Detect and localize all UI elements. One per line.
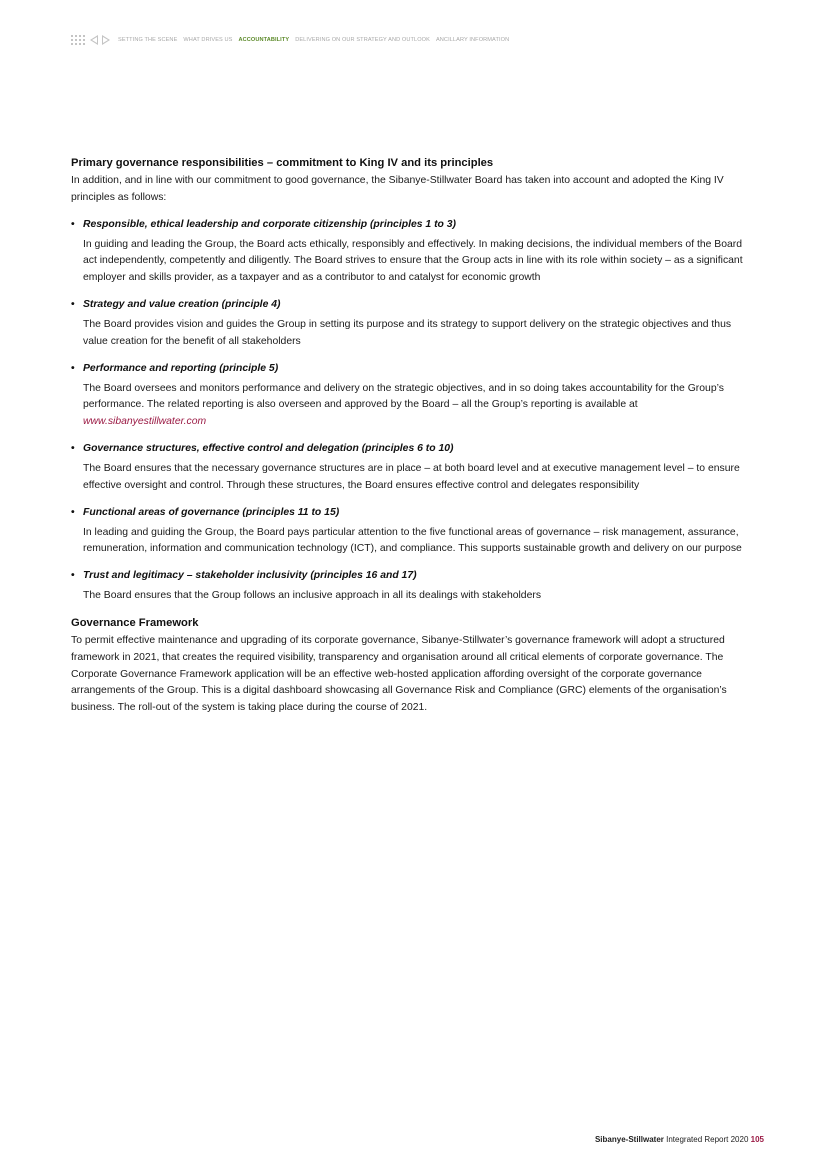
principle-heading: Responsible, ethical leadership and corporate citizenship (principles 1 to 3) bbox=[83, 218, 456, 230]
list-item bbox=[71, 441, 757, 495]
bullet-icon: • bbox=[71, 570, 75, 582]
principle-body: In guiding and leading the Group, the Board acts ethically, responsibly and effectively. In making decisions, the individual members of the Board act independently, competently and diligently. The Board strives to ensure that the Group acts in line with its role within society – as a significant employer and skills provider, as a taxpayer and as a contributor to and catalyst for economic growth bbox=[83, 238, 743, 284]
page-footer bbox=[595, 1135, 764, 1144]
principle-heading: Strategy and value creation (principle 4) bbox=[83, 298, 281, 310]
principle-heading: Trust and legitimacy – stakeholder inclusivity (principles 16 and 17) bbox=[83, 570, 417, 582]
list-item bbox=[71, 568, 757, 605]
grid-menu-icon[interactable] bbox=[71, 35, 85, 45]
framework-title: Governance Framework bbox=[71, 616, 199, 629]
nav-what-drives-us[interactable]: WHAT DRIVES US bbox=[183, 37, 233, 43]
website-link[interactable]: www.sibanyestillwater.com bbox=[83, 416, 207, 428]
top-navigation bbox=[71, 33, 515, 47]
principle-body: The Board oversees and monitors performance and delivery on the strategic objectives, and in so doing takes accountability for the Group’s performance. The related reporting is also overseen and approved by the Board – all the Group’s reporting is available at bbox=[83, 382, 724, 411]
list-item bbox=[71, 217, 757, 287]
bullet-icon: • bbox=[71, 442, 75, 454]
previous-page-icon[interactable] bbox=[90, 35, 98, 45]
principle-body: The Board ensures that the necessary governance structures are in place – at both board level and at executive management level – to ensure effective oversight and control. Through these structures, the Board ensures effective control and delegates responsibility bbox=[83, 462, 740, 491]
principle-heading: Performance and reporting (principle 5) bbox=[83, 362, 279, 374]
bullet-icon: • bbox=[71, 362, 75, 374]
nav-delivering-strategy[interactable]: DELIVERING ON OUR STRATEGY AND OUTLOOK bbox=[295, 37, 430, 43]
next-page-icon[interactable] bbox=[102, 35, 110, 45]
nav-ancillary-information[interactable]: ANCILLARY INFORMATION bbox=[435, 37, 510, 43]
framework-body: To permit effective maintenance and upgrading of its corporate governance, Sibanye-Stillwater’s governance framework will adopt a structured framework in 2021, that creates the required visibility, transparency and organisation around all critical elements of corporate governance. The Corporate Governance Framework application will be an effective web-hosted application affording oversight of the corporate governance arrangements of the Group. This is a digital dashboard showcasing all Governance Risk and Compliance (GRC) elements of the organisation’s business. The roll-out of the system is taking place during the course of 2021. bbox=[71, 634, 727, 714]
principle-body: The Board provides vision and guides the Group in setting its purpose and its strategy to support delivery on the strategic objectives and thus value creation for the benefit of all stakeholders bbox=[83, 318, 732, 347]
principle-body: The Board ensures that the Group follows an inclusive approach in all its dealings with stakeholders bbox=[83, 590, 542, 602]
bullet-icon: • bbox=[71, 298, 75, 310]
bullet-icon: • bbox=[71, 506, 75, 518]
page-number: 105 bbox=[750, 1135, 764, 1144]
principles-list bbox=[71, 217, 757, 605]
principle-heading: Functional areas of governance (principles 11 to 15) bbox=[83, 506, 340, 518]
footer-brand: Sibanye-Stillwater bbox=[594, 1135, 664, 1144]
list-item bbox=[71, 505, 757, 559]
list-item bbox=[71, 297, 757, 351]
principle-heading: Governance structures, effective control and delegation (principles 6 to 10) bbox=[83, 442, 454, 454]
footer-report-title: Integrated Report 2020 bbox=[666, 1135, 749, 1144]
nav-setting-the-scene[interactable]: SETTING THE SCENE bbox=[118, 37, 178, 43]
nav-accountability[interactable]: ACCOUNTABILITY bbox=[238, 37, 290, 43]
list-item bbox=[71, 361, 757, 431]
section-title: Primary governance responsibilities – commitment to King IV and its principles bbox=[71, 157, 494, 169]
section-intro: In addition, and in line with our commitment to good governance, the Sibanye-Stillwater Board has taken into account and adopted the King IV principles as follows: bbox=[71, 175, 724, 203]
bullet-icon: • bbox=[71, 218, 75, 230]
main-content bbox=[71, 155, 757, 717]
principle-body: In leading and guiding the Group, the Board pays particular attention to the five functional areas of governance – risk management, assurance, remuneration, information and communication technology (ICT), and compliance. This supports sustainable growth and delivery on our purpose bbox=[83, 526, 742, 555]
